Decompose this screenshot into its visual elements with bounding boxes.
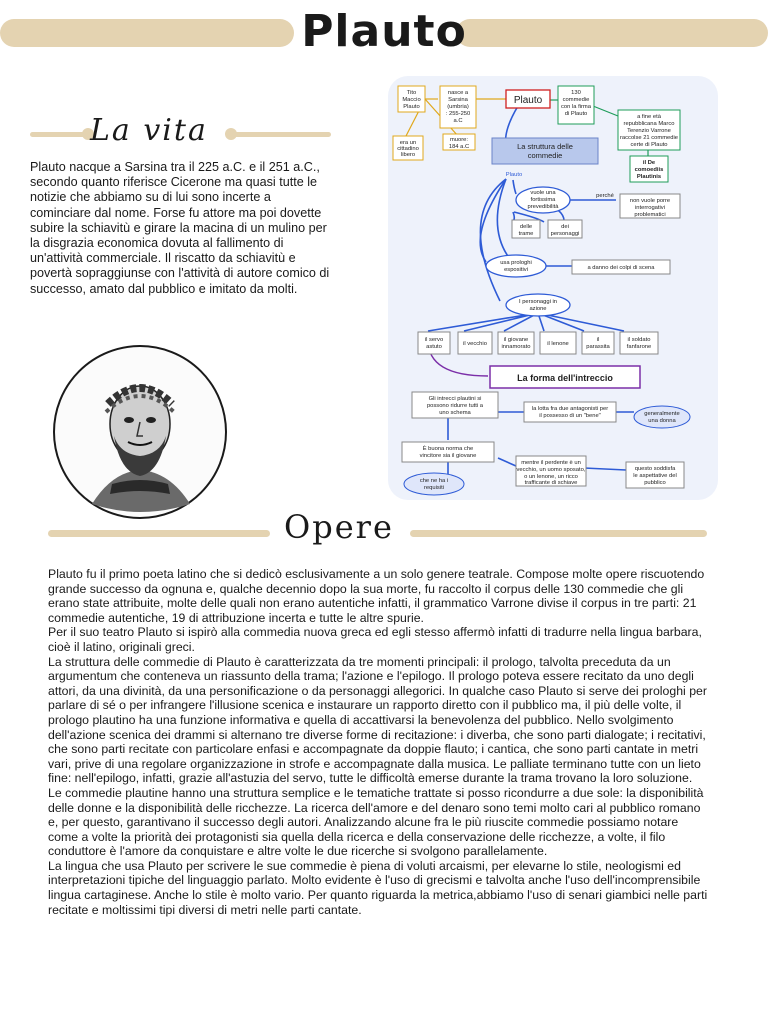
box-cittadino-line1: era un	[399, 140, 417, 146]
box-plauto: Plauto	[513, 95, 543, 106]
box-decomoediis-line1: il De	[642, 160, 656, 166]
box-lotta-line2: il possesso di un "bene"	[539, 413, 601, 419]
box-perdente-line1: mentre il perdente è un	[521, 460, 581, 466]
box-personaggi-dei-line2: personaggi	[550, 231, 580, 237]
box-varrone-line2: repubblicana Marco	[623, 121, 675, 127]
box-prologhi-line1: usa prologhi	[500, 260, 532, 266]
box-nasce-line4: : 255-250	[445, 111, 471, 117]
box-struttura-line1: La struttura delle	[517, 142, 573, 151]
role-soldato-line1: il soldato	[627, 337, 651, 343]
opere-bar-right	[410, 530, 707, 537]
box-intrecci-line3: uno schema	[439, 410, 471, 416]
label-plauto-small: Plauto	[505, 172, 523, 178]
box-tito-line2: Maccio	[402, 97, 421, 103]
box-perdente-line2: vecchio, un uomo sposato,	[516, 467, 586, 473]
box-130-line4: di Plauto	[564, 111, 588, 117]
box-130-line1: 130	[571, 90, 581, 96]
box-requisiti-line2: requisiti	[424, 485, 444, 491]
box-decomoediis-line2: comoediis	[634, 167, 664, 173]
role-parassita-line1: il	[596, 337, 600, 343]
label-perche: perché	[596, 193, 614, 199]
box-norma-line2: vincitore sia il giovane	[419, 453, 477, 459]
box-nasce-line3: (umbria)	[447, 104, 469, 110]
box-requisiti-line1: che ne ha i	[419, 478, 449, 484]
opere-heading: Opere	[284, 508, 394, 546]
role-vecchio: il vecchio	[463, 341, 487, 347]
role-soldato-line2: fanfarone	[626, 344, 652, 350]
role-giovane-line2: innamorato	[501, 344, 531, 350]
vita-divider-left	[30, 132, 88, 137]
role-servo-line2: astuto	[426, 344, 442, 350]
opere-paragraph-4: Le commedie plautine hanno una struttura semplice e le tematiche trattate si posso ricondurre a due sole: la disponibilità delle donne e la disponibilità delle ricchezze. La ricerca dell'amore e del denaro sono temi molto cari al pubblico romano e, per questo, garantivano il successo degli autori. Analizzando alcune fra le più riuscite commedie possiamo notare come a volte la priorità dei protagonisti sia quella della ricerca e della conservazione delle ricchezze, a volte, il filo conduttore è l'amore da conquistare e altre volte le due ricerche si svolgono parallelamente.	[48, 785, 704, 859]
box-muore-line2: 184 a.C	[448, 144, 470, 150]
box-muore-line1: muore:	[449, 137, 469, 143]
box-perdente-line4: trafficante di schiave	[524, 480, 578, 486]
box-soddisfa-line1: questo soddisfa	[634, 466, 676, 472]
role-giovane-line1: il giovane	[503, 337, 529, 343]
box-nonvuole-line3: problematici	[634, 212, 666, 218]
box-nasce-line2: Sarsina	[448, 97, 468, 103]
box-130-line2: commedie	[562, 97, 590, 103]
box-vuole-line2: fortissima	[530, 197, 556, 203]
box-varrone-line3: Terenzio Varrone	[627, 128, 671, 134]
box-personaggi-azione-line2: azione	[529, 306, 547, 312]
concept-map	[388, 76, 718, 500]
vita-text: Plauto nacque a Sarsina tra il 225 a.C. e il 251 a.C., secondo quanto riferisce Cicerone ma quasi tutte le notizie che abbiamo su di lui sono incerte a cominciare dal nome. Forse fu attore ma poi dovette subire la schiavitù e girare la macina di un mulino per la disgrazia economica dovuta al fallimento di un'attività commerciale. Il riscatto da schiavitù e povertà sopraggiunse con l'attività di autore comico di successo, amato dal pubblico e imitato da molti.	[30, 160, 330, 296]
box-trame-line2: trame	[518, 231, 534, 237]
opere-paragraph-5: La lingua che usa Plauto per scrivere le sue commedie è piena di voluti arcaismi, per elevarne lo stile, neologismi ed interpretazioni tipiche del linguaggio parlato. Molto evidente è l'uso di grecismi e talvolta anche l'uso dell'incomprensibile lingua cartaginese. Anche lo stile è molto vario. Per quanto riguarda la metrica,abbiamo l'uso di senari giambici nelle parti recitate e moltissimi tipi diversi di metri nelle parti cantate.	[48, 858, 708, 917]
box-personaggi-azione-line1: I personaggi in	[518, 299, 558, 305]
box-cittadino-line2: cittadino	[397, 146, 419, 152]
box-prologhi-line2: espositivi	[504, 267, 528, 273]
box-personaggi-dei-line1: dei	[561, 224, 569, 230]
box-donna-line2: una donna	[648, 418, 676, 424]
opere-bar-left	[48, 530, 270, 537]
box-nonvuole-line2: interrogativi	[635, 205, 665, 211]
box-nonvuole-line1: non vuole porre	[629, 198, 671, 204]
box-soddisfa-line3: pubblico	[644, 480, 666, 486]
opere-text	[48, 567, 708, 917]
box-lotta-line1: la lotta fra due antagonisti per	[531, 406, 609, 412]
opere-paragraph-2: Per il suo teatro Plauto si ispirò alla commedia nuova greca ed egli stesso affermò infatti di tradurre nella lingua barbara, cioè il latino, originali greci.	[48, 625, 702, 654]
box-nasce-line1: nasce a	[447, 90, 469, 96]
box-soddisfa-line2: le aspettative del	[633, 473, 677, 479]
vita-heading: La vita	[90, 113, 208, 148]
role-lenone: il lenone	[547, 341, 569, 347]
box-cittadino-line3: libero	[400, 152, 416, 158]
box-vuole-line3: prevedibilità	[527, 204, 559, 210]
opere-paragraph-3: La struttura delle commedie di Plauto è caratterizzata da tre momenti principali: il prologo, talvolta preceduta da un argumentum che conteneva un riassunto della trama; l'azione e l'epilogo. Il prologo poteva essere recitato da uno degli attori, da una divinità, da una personificazione o da personaggi allegorici. In qualche caso Plauto si serve dei prologhi per parlare di sé o per infrangere l'illusione scenica e instaurare un rapporto diretto con il pubblico ma, il più delle volte, il prologo plautino ha una funzione informativa e quella di accattivarsi la benevolenza del pubblico. Nello svolgimento dell'azione scenica dei drammi si alternano tre diverse forme di recitazione: i diverba, che sono parti dialogate; i recitativi, che sono parti recitate con particolare enfasi e accompagnate da doppie flauto; i cantica, che sono parti cantate in metri vari, prive di una regolare organizzazione in strofe e accompagnate dalla musica. Le palliate terminano tutte con un lieto fine: nell'epilogo, infatti, grazie all'astuzia del servo, tutte le difficoltà emerse durante la trama trovano la loro soluzione.	[48, 654, 707, 786]
box-tito-line1: Tito	[406, 90, 417, 96]
opere-paragraph-1: Plauto fu il primo poeta latino che si dedicò esclusivamente a un solo genere teatrale. Compose molte opere riscuotendo grande successo da ognuna e, qualche decennio dopo la sua morte, fu raccolto il corpus delle 130 commedie che gli erano state attribuite, molte delle quali non erano autentiche infatti, il grammatico Varrone divise il corpus in tre parti: 21 commedie autentiche, 19 di attribuzione incerta e tutte le altre spurie.	[48, 567, 705, 625]
box-vuole-line1: vuole una	[530, 190, 556, 196]
box-perdente-line3: o un lenone, un ricco	[524, 474, 578, 480]
box-tito-line3: Plauto	[403, 104, 420, 110]
role-servo-line1: il servo	[424, 337, 444, 343]
box-varrone-line4: raccolse 21 commedie	[620, 135, 678, 141]
box-130-line3: con la firma	[561, 104, 591, 110]
box-norma-line1: È buona norma che	[422, 446, 474, 452]
box-nasce-line5: a.C	[453, 118, 463, 124]
box-varrone-line1: a fine età	[637, 114, 661, 120]
box-intrecci-line2: possono ridurre tutti a	[426, 403, 484, 409]
vita-divider-right	[231, 132, 331, 137]
box-struttura-line2: commedie	[527, 151, 563, 160]
box-donna-line1: generalmente	[644, 411, 680, 417]
page-title: Plauto	[301, 6, 467, 57]
box-danno: a danno dei colpi di scena	[587, 265, 655, 271]
plauto-portrait	[52, 344, 228, 520]
role-parassita-line2: parassita	[586, 344, 610, 350]
box-decomoediis-line3: Plautinis	[636, 174, 662, 180]
box-varrone-line5: certe di Plauto	[630, 142, 668, 148]
box-intrecci-line1: Gli intrecci plautini si	[428, 396, 482, 402]
box-trame-line1: delle	[519, 224, 533, 230]
box-forma: La forma dell'intreccio	[517, 373, 613, 383]
